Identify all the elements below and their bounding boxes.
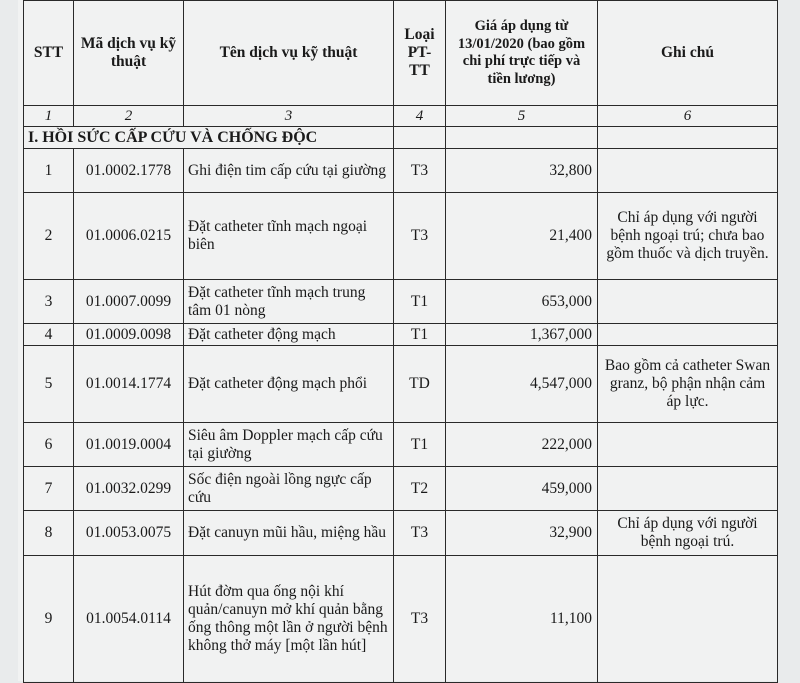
column-number: 5 — [446, 106, 598, 127]
header-price: Giá áp dụng từ 13/01/2020 (bao gồm chi phí trực tiếp và tiền lương) — [446, 1, 598, 106]
service-price-table — [23, 0, 778, 683]
row-code: 01.0002.1778 — [74, 149, 184, 193]
row-price: 32,800 — [446, 149, 598, 193]
row-stt: 7 — [24, 467, 74, 511]
section-row — [24, 127, 778, 149]
column-number-row — [24, 106, 778, 127]
row-note: Chỉ áp dụng với người bệnh ngoại trú; chưa bao gồm thuốc và dịch truyền. — [598, 193, 778, 280]
table-row — [24, 193, 778, 280]
column-number: 3 — [184, 106, 394, 127]
row-note — [598, 423, 778, 467]
section-empty-cell — [446, 127, 598, 149]
row-note — [598, 280, 778, 324]
table-row — [24, 324, 778, 346]
table-row — [24, 511, 778, 556]
row-price: 1,367,000 — [446, 324, 598, 346]
row-name: Siêu âm Doppler mạch cấp cứu tại giường — [184, 423, 394, 467]
header-type: Loại PT-TT — [394, 1, 446, 106]
row-stt: 2 — [24, 193, 74, 280]
row-note: Bao gồm cả catheter Swan granz, bộ phận nhận cảm áp lực. — [598, 346, 778, 423]
row-price: 459,000 — [446, 467, 598, 511]
row-type: T1 — [394, 280, 446, 324]
row-type: TD — [394, 346, 446, 423]
row-stt: 3 — [24, 280, 74, 324]
header-code: Mã dịch vụ kỹ thuật — [74, 1, 184, 106]
row-note: Chỉ áp dụng với người bệnh ngoại trú. — [598, 511, 778, 556]
row-type: T1 — [394, 423, 446, 467]
row-stt: 8 — [24, 511, 74, 556]
row-stt: 6 — [24, 423, 74, 467]
row-stt: 9 — [24, 556, 74, 683]
table-row — [24, 467, 778, 511]
row-name: Đặt catheter tĩnh mạch trung tâm 01 nòng — [184, 280, 394, 324]
header-note: Ghi chú — [598, 1, 778, 106]
row-name: Ghi điện tim cấp cứu tại giường — [184, 149, 394, 193]
row-stt: 5 — [24, 346, 74, 423]
row-price: 11,100 — [446, 556, 598, 683]
row-name: Đặt catheter tĩnh mạch ngoại biên — [184, 193, 394, 280]
row-note — [598, 149, 778, 193]
row-code: 01.0054.0114 — [74, 556, 184, 683]
row-stt: 1 — [24, 149, 74, 193]
table-row — [24, 556, 778, 683]
row-name: Đặt catheter động mạch — [184, 324, 394, 346]
row-type: T3 — [394, 556, 446, 683]
row-price: 222,000 — [446, 423, 598, 467]
row-name: Sốc điện ngoài lồng ngực cấp cứu — [184, 467, 394, 511]
row-name: Hút đờm qua ống nội khí quản/canuyn mở khí quản bằng ống thông một lần ở người bệnh không thở máy [một lần hút] — [184, 556, 394, 683]
table-row — [24, 423, 778, 467]
row-type: T2 — [394, 467, 446, 511]
row-price: 32,900 — [446, 511, 598, 556]
column-number: 2 — [74, 106, 184, 127]
row-type: T3 — [394, 149, 446, 193]
row-note — [598, 467, 778, 511]
header-stt: STT — [24, 1, 74, 106]
header-row — [24, 1, 778, 106]
row-code: 01.0006.0215 — [74, 193, 184, 280]
row-code: 01.0014.1774 — [74, 346, 184, 423]
row-price: 21,400 — [446, 193, 598, 280]
row-code: 01.0019.0004 — [74, 423, 184, 467]
row-code: 01.0053.0075 — [74, 511, 184, 556]
row-type: T1 — [394, 324, 446, 346]
row-type: T3 — [394, 511, 446, 556]
row-name: Đặt canuyn mũi hầu, miệng hầu — [184, 511, 394, 556]
section-title: I. HỒI SỨC CẤP CỨU VÀ CHỐNG ĐỘC — [24, 127, 394, 149]
row-price: 653,000 — [446, 280, 598, 324]
header-name: Tên dịch vụ kỹ thuật — [184, 1, 394, 106]
row-code: 01.0032.0299 — [74, 467, 184, 511]
table-row — [24, 280, 778, 324]
row-stt: 4 — [24, 324, 74, 346]
column-number: 1 — [24, 106, 74, 127]
table-row — [24, 346, 778, 423]
table-row — [24, 149, 778, 193]
section-empty-cell — [394, 127, 446, 149]
row-name: Đặt catheter động mạch phổi — [184, 346, 394, 423]
row-type: T3 — [394, 193, 446, 280]
row-note — [598, 556, 778, 683]
section-empty-cell — [598, 127, 778, 149]
column-number: 4 — [394, 106, 446, 127]
row-price: 4,547,000 — [446, 346, 598, 423]
column-number: 6 — [598, 106, 778, 127]
row-note — [598, 324, 778, 346]
row-code: 01.0009.0098 — [74, 324, 184, 346]
row-code: 01.0007.0099 — [74, 280, 184, 324]
